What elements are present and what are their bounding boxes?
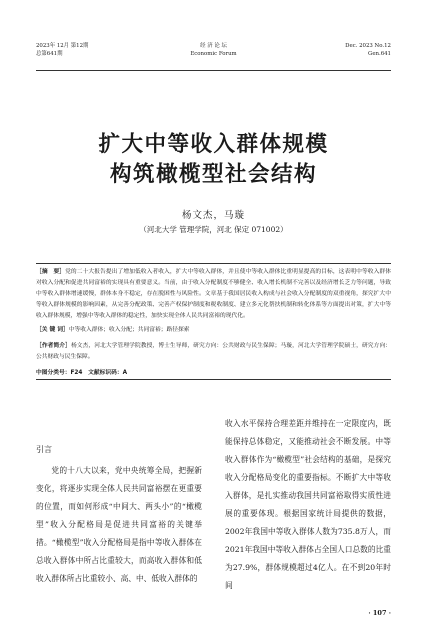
header-total-issue-en: Gen.641 xyxy=(368,51,391,57)
body-paragraph-continued: 收入水平保持合理差距并维持在一定限度内，既能保持总体稳定，又能推动社会不断发展。中等收入群体作为“橄榄型”社会结构的基础，是探究收入分配格局变化的重要指标。不断扩大中等收入群体，是扎实推动我国共同富裕取得实质性进展的重要体现。根据国家统计局提供的数据，2002年我国中等收入群体人数为735.8万人，而2021年我国中等收入群体占全国人口总数的比重为27.9%，群体规模超过4亿人。在不到20年时间 xyxy=(225,419,391,590)
author-names: 杨文杰，马璇 xyxy=(181,210,245,221)
running-header xyxy=(36,42,391,68)
keywords-label: ［关 键 词］ xyxy=(36,327,69,333)
journal-name-en: Economic Forum xyxy=(190,51,237,57)
journal-name-cn: 经 济 论 坛 xyxy=(200,43,227,49)
abstract-label: ［摘 要］ xyxy=(36,269,66,275)
header-issue-line: 2023年 12月 第12期 xyxy=(36,43,89,49)
abstract xyxy=(36,267,391,322)
keywords-text: 中等收入群体；收入分配；共同富裕；路径探索 xyxy=(68,327,190,333)
author-affiliation: （河北大学 管理学院，河北 保定 071002） xyxy=(139,225,288,234)
article-title-line2: 构筑橄榄型社会结构 xyxy=(109,162,317,187)
body-column-left xyxy=(36,462,202,588)
section-heading: 引言 xyxy=(36,445,52,454)
header-total-issue: 总第641期 xyxy=(36,51,63,57)
abstract-top-rule xyxy=(36,263,391,264)
author-introduction xyxy=(36,341,391,363)
header-issue-info-en xyxy=(345,42,391,58)
author-intro-label: ［作者简介］ xyxy=(36,343,71,349)
header-issue-line-en: Dec. 2023 No.12 xyxy=(345,43,391,49)
abstract-text: 党的二十大报告提出了增加低收入者收入，扩大中等收入群体，并且使中等收入群体比重明显提高的目标，这表明中等收入群体对收入分配和促进共同富裕的实现具有重要意义。当前，由于收入分配制度不够健全、收入增长机制不完善以及经济增长乏力等问题，导致中等收入群体增速缓慢，群体本身不稳定，存在脱困性与风险性。文章基于我国居民收入构成与社会收入分配制度的双重视角，探究扩大中等收入群体规模的影响因素，从完善分配政策、完善产权保护制度和税收制度、建立多元化帮扶机制和转化体系等方面提出对策，扩大中等收入群体规模，增强中等收入群体的稳定性，加快实现全体人民共同富裕的现代化。 xyxy=(36,269,392,319)
header-journal-name xyxy=(36,42,391,58)
article-title-line1: 扩大中等收入群体规模 xyxy=(98,132,329,157)
page-number: · 107 · xyxy=(368,609,391,617)
body-column-right xyxy=(225,415,391,595)
abstract-bottom-rule xyxy=(36,379,391,380)
author-intro-text: 杨文杰，河北大学管理学院教授，博士生导师，研究方向：公共财政与民生保障；马璇，河北大学管理学院硕士，研究方向：公共财政与民生保障。 xyxy=(36,343,392,360)
keywords xyxy=(36,325,391,336)
header-rule xyxy=(36,70,391,71)
classification-number: 中图分类号：F24 文献标识码：A xyxy=(36,370,128,376)
body-paragraph: 党的十八大以来，党中央统筹全局，把握新变化，将逐步实现全体人民共同富裕摆在更重要的位置，而如何形成“中间大、两头小”的“橄榄型”收入分配格局是促进共同富裕的关键举措。“橄榄型”收入分配格局是指中等收入群体在总收入群体中所占比重较大，而高收入群体和低收入群体所占比重较小、高、中、低收入群体的 xyxy=(36,466,202,583)
